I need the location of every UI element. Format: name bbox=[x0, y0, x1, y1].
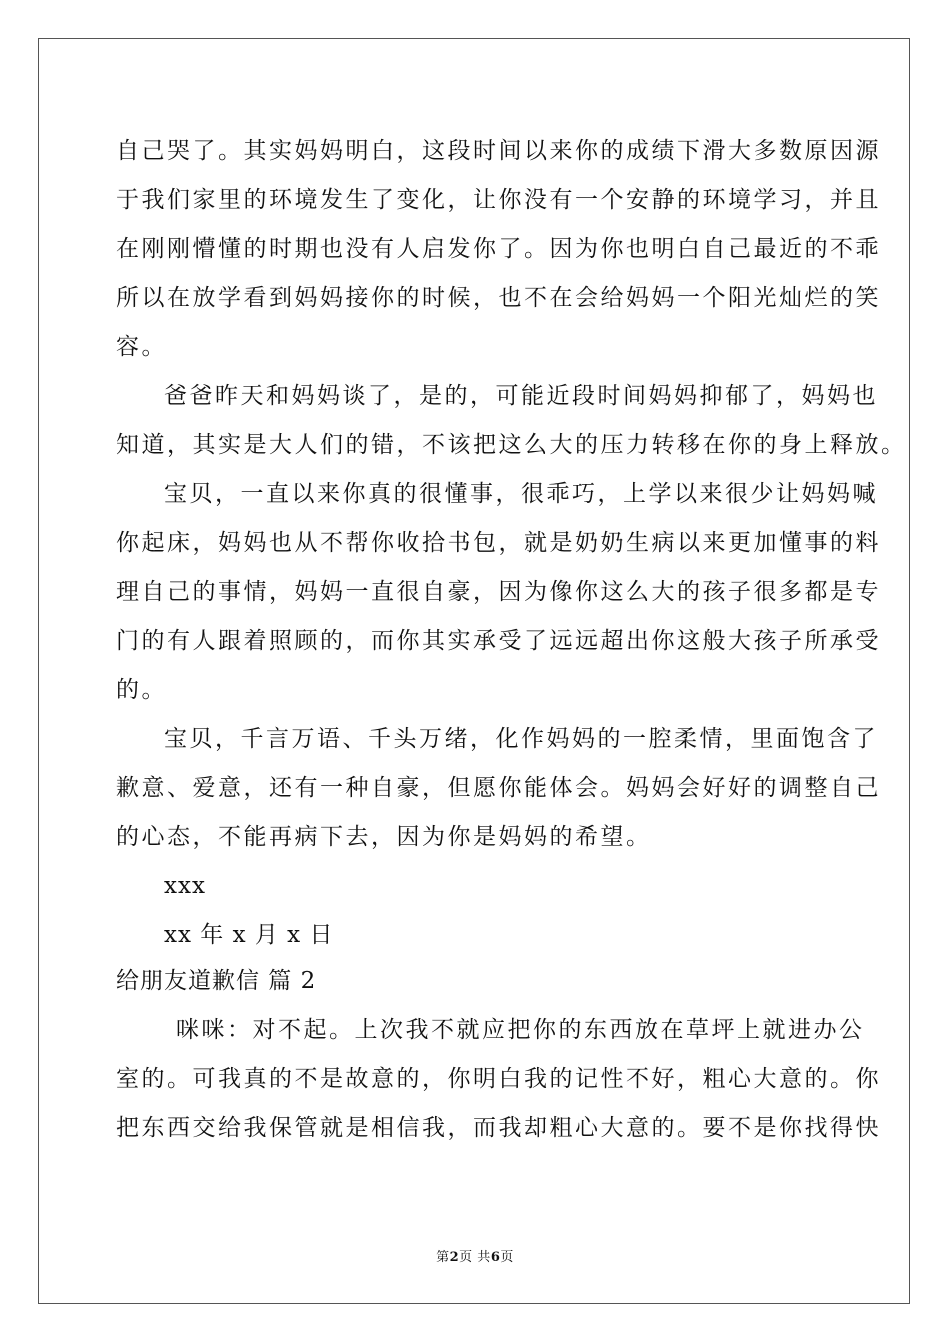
footer-suffix: 页 bbox=[500, 1250, 514, 1265]
text-line: 你起床，妈妈也从不帮你收拾书包，就是奶奶生病以来更加懂事的料 bbox=[116, 530, 881, 556]
text-line: 宝贝，千言万语、千头万绪，化作妈妈的一腔柔情，里面饱含了 bbox=[164, 726, 878, 752]
footer-mid: 页 共 bbox=[459, 1250, 491, 1265]
text-line: 知道，其实是大人们的错，不该把这么大的压力转移在你的身上释放。 bbox=[116, 432, 907, 458]
text-line: 的。 bbox=[116, 677, 167, 703]
total-pages: 6 bbox=[490, 1250, 501, 1265]
text-line: 爸爸昨天和妈妈谈了，是的，可能近段时间妈妈抑郁了，妈妈也 bbox=[164, 383, 878, 409]
text-line: 理自己的事情，妈妈一直很自豪，因为像你这么大的孩子很多都是专 bbox=[116, 579, 881, 605]
text-line: 的心态，不能再病下去，因为你是妈妈的希望。 bbox=[116, 824, 652, 850]
page-footer bbox=[0, 1246, 950, 1265]
text-line: 室的。可我真的不是故意的，你明白我的记性不好，粗心大意的。你 bbox=[116, 1066, 881, 1092]
section-heading: 给朋友道歉信 篇 2 bbox=[116, 968, 317, 994]
footer-prefix: 第 bbox=[436, 1250, 450, 1265]
text-line: 在刚刚懵懂的时期也没有人启发你了。因为你也明白自己最近的不乖 bbox=[116, 236, 881, 262]
text-line: 容。 bbox=[116, 334, 167, 360]
text-line: 咪咪：对不起。上次我不就应把你的东西放在草坪上就进办公 bbox=[176, 1017, 865, 1043]
signature: xxx bbox=[164, 873, 206, 899]
page-number: 2 bbox=[449, 1250, 460, 1265]
letter-date: xx 年 x 月 x 日 bbox=[164, 922, 334, 948]
text-line: 歉意、爱意，还有一种自豪，但愿你能体会。妈妈会好好的调整自己 bbox=[116, 775, 881, 801]
text-line: 自己哭了。其实妈妈明白，这段时间以来你的成绩下滑大多数原因源 bbox=[116, 138, 881, 164]
text-line: 于我们家里的环境发生了变化，让你没有一个安静的环境学习，并且 bbox=[116, 187, 881, 213]
text-line: 把东西交给我保管就是相信我，而我却粗心大意的。要不是你找得快 bbox=[116, 1115, 881, 1141]
text-line: 宝贝，一直以来你真的很懂事，很乖巧，上学以来很少让妈妈喊 bbox=[164, 481, 878, 507]
text-line: 所以在放学看到妈妈接你的时候，也不在会给妈妈一个阳光灿烂的笑 bbox=[116, 285, 881, 311]
text-line: 门的有人跟着照顾的，而你其实承受了远远超出你这般大孩子所承受 bbox=[116, 628, 881, 654]
